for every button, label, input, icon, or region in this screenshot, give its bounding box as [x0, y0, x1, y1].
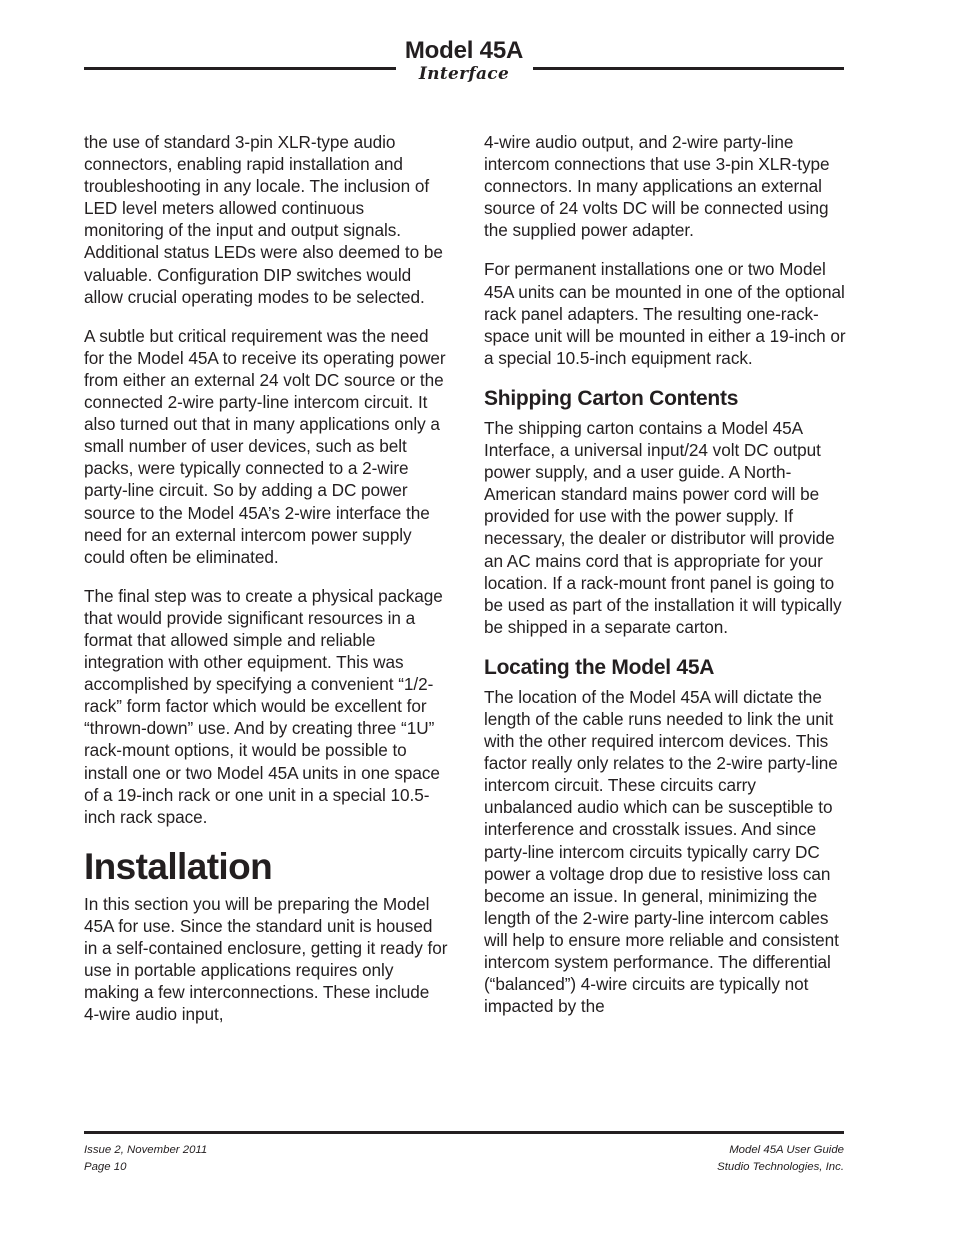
paragraph: The shipping carton contains a Model 45A Interface, a universal input/24 volt DC output power supply, and a user guide. A North-American standard mains power cord will be provided for use with the power supply. If necessary, the dealer or distributor will provide an AC mains cord that is appropriate for your location. If a rack-mount front panel is going to be used as part of the installation it will typically be shipped in a separate carton.: [484, 417, 842, 637]
paragraph: In this section you will be preparing the Model 45A for use. Since the standard unit is housed in a self-contained enclosure, getting it ready for use in portable applications requires only making a few interconnections. These include 4-wire audio input,: [84, 893, 448, 1025]
paragraph: A subtle but critical requirement was the need for the Model 45A to receive its operating power from either an external 24 volt DC source or the connected 2-wire party-line intercom circuit. It also turned out that in many applications only a small number of user devices, such as belt packs, were typically connected to a 2-wire party-line circuit. So by adding a DC power source to the Model 45A’s 2-wire interface the need for an external intercom power supply could often be eliminated.: [84, 325, 446, 567]
paragraph: 4-wire audio output, and 2-wire party-line intercom connections that use 3-pin XLR-type connectors. In many applications an external source of 24 volts DC will be connected using the supplied power adapter.: [484, 132, 830, 241]
paragraph: The location of the Model 45A will dictate the length of the cable runs needed to link the unit with the other required intercom devices. This factor really only relates to the 2-wire party-line intercom circuit. These circuits carry unbalanced audio which can be susceptible to interference and crosstalk issues. And since party-line intercom circuits typically carry DC power a voltage drop due to resistive loss can become an issue. In general, minimizing the length of the 2-wire party-line intercom cables will help to ensure more reliable and consistent intercom system performance. The differential (“balanced”) 4-wire circuits are typically not impacted by the: [484, 686, 839, 1017]
header-title: Model 45A: [404, 37, 524, 64]
section-heading-locating-the-model-45a: Locating the Model 45A: [484, 655, 715, 679]
header-subtitle: Interface: [418, 64, 510, 84]
page-footer: [84, 1131, 844, 1191]
footer-rule: [84, 1131, 844, 1134]
running-head: [84, 38, 844, 100]
section-heading-shipping-carton-contents: Shipping Carton Contents: [484, 386, 739, 410]
footer-page-number: Page 10: [84, 1160, 127, 1173]
paragraph: the use of standard 3-pin XLR-type audio connectors, enabling rapid installation and troubleshooting in any locale. The inclusion of LED level meters allowed continuous monitoring of the input and output signals. Additional status LEDs were also deemed to be valuable. Configuration DIP switches would allow crucial operating modes to be selected.: [84, 132, 443, 307]
footer-document-title: Model 45A User Guide: [729, 1144, 844, 1156]
chapter-heading-installation: Installation: [84, 845, 273, 887]
footer-right-block: [717, 1142, 844, 1175]
right-column: [484, 131, 848, 1017]
paragraph: For permanent installations one or two Model 45A units can be mounted in one of the optional rack panel adapters. The resulting one-rack-space unit will be mounted in either a 19-inch or a special 10.5-inch equipment rack.: [484, 259, 846, 368]
footer-company-name: Studio Technologies, Inc.: [717, 1160, 844, 1173]
paragraph: The final step was to create a physical package that would provide significant resources in a format that allowed simple and reliable integration with other equipment. This was accomplished by specifying a convenient “1/2-rack” form factor which would be excellent for “thrown-down” use. And by creating three “1U” rack-mount options, it would be possible to install one or two Model 45A units in one space of a 19-inch rack or one unit in a special 10.5-inch rack space.: [84, 585, 443, 827]
footer-issue-date: Issue 2, November 2011: [84, 1144, 208, 1156]
footer-left-block: [84, 1142, 207, 1175]
left-column: [84, 131, 448, 1025]
